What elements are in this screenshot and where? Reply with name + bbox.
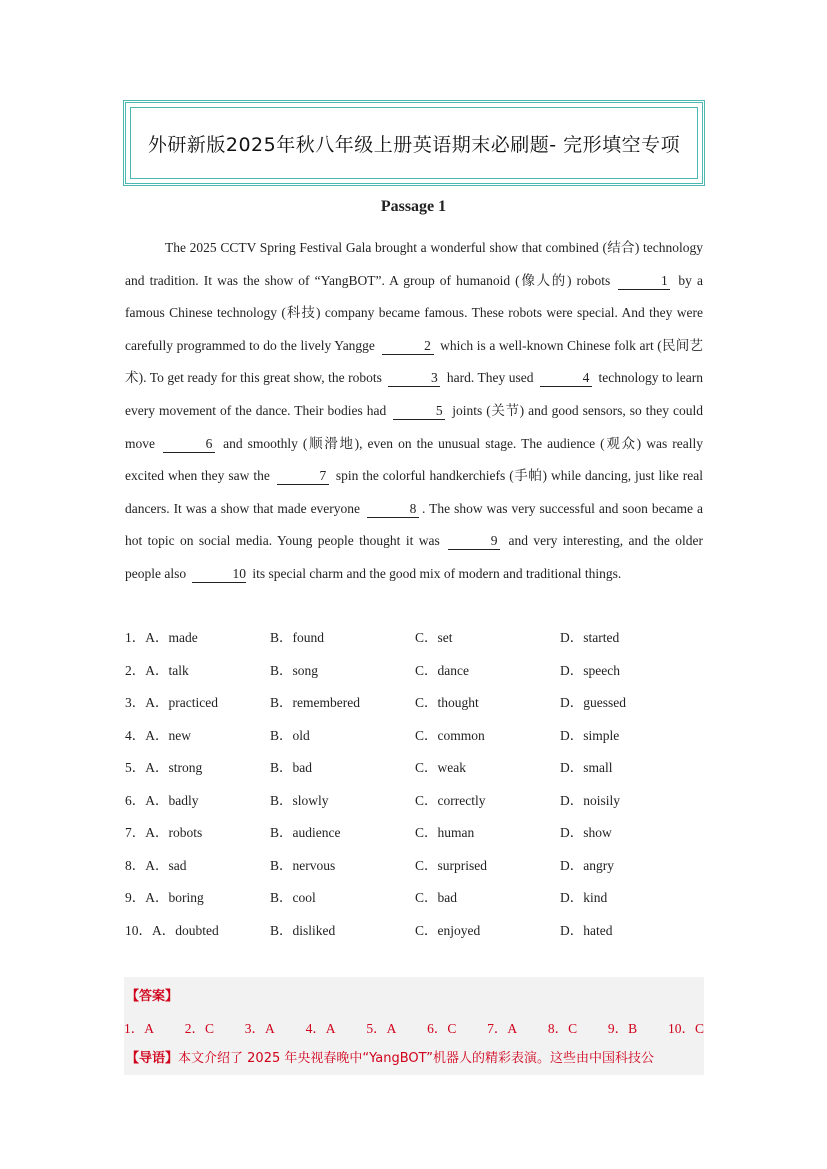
blank-10: 10 xyxy=(192,566,246,583)
option-c: C．bad xyxy=(415,890,457,906)
answer-item: 4．A xyxy=(305,1021,336,1036)
passage-text: and smoothly (顺滑地), even on the unusual stage. The audience (观众) was really excited when they saw the xyxy=(125,435,703,484)
option-d: D．angry xyxy=(560,857,614,873)
guide-text: 本文介绍了 2025 年央视春晚中“YangBOT”机器人的精彩表演。这些由中国科技公 xyxy=(178,1051,655,1066)
passage-body xyxy=(125,232,703,591)
option-c: C．thought xyxy=(415,695,479,711)
passage-text: spin the colorful handkerchiefs (手帕) while dancing, just like real dancers. It was a show that made everyone xyxy=(125,468,703,516)
answer-item: 1．A xyxy=(124,1021,154,1036)
blank-9: 9 xyxy=(448,533,500,550)
blank-1: 1 xyxy=(618,273,670,290)
question-options xyxy=(125,620,705,945)
passage-paragraph xyxy=(125,232,703,591)
option-c: C．weak xyxy=(415,760,466,776)
answer-label: 【答案】 xyxy=(126,989,179,1004)
passage-text: technology to learn every movement of the dance. Their bodies had xyxy=(125,370,704,418)
option-c: C．dance xyxy=(415,662,469,678)
question-row xyxy=(125,685,705,718)
option-b: B．audience xyxy=(270,825,341,841)
option-c: C．set xyxy=(415,630,453,646)
option-c: C．human xyxy=(415,825,475,841)
answer-section xyxy=(124,977,704,1075)
answer-item: 7．A xyxy=(487,1021,518,1036)
passage-text: joints (关节) and good sensors, so they could move xyxy=(125,402,703,451)
option-b: B．disliked xyxy=(270,922,336,938)
answer-list xyxy=(124,1017,704,1037)
blank-2: 2 xyxy=(382,338,434,355)
answer-item: 2．C xyxy=(184,1021,215,1036)
answer-item: 8．C xyxy=(547,1021,578,1036)
option-a: 10．A．doubted xyxy=(125,922,219,938)
option-d: D．speech xyxy=(560,662,620,678)
blank-6: 6 xyxy=(163,436,215,453)
option-a: 6．A．badly xyxy=(125,792,199,808)
question-row xyxy=(125,848,705,881)
blank-3: 3 xyxy=(388,370,440,387)
option-d: D．noisily xyxy=(560,792,621,808)
passage-text: hard. They used xyxy=(443,370,538,386)
question-row xyxy=(125,783,705,816)
passage-text: . The show was very successful and soon became a hot topic on social media. Young people thought it was xyxy=(125,500,703,549)
option-b: B．slowly xyxy=(270,792,329,808)
option-d: D．simple xyxy=(560,727,620,743)
option-b: B．song xyxy=(270,662,319,678)
passage-text: by a famous Chinese technology (科技) company became famous. These robots were special. And they were carefully programmed to do the lively Yangge xyxy=(125,272,703,353)
option-a: 1．A．made xyxy=(125,630,198,646)
option-d: D．hated xyxy=(560,922,613,938)
guide-line xyxy=(126,1047,704,1066)
option-d: D．show xyxy=(560,825,612,841)
question-row xyxy=(125,653,705,686)
option-c: C．enjoyed xyxy=(415,922,481,938)
option-c: C．correctly xyxy=(415,792,486,808)
blank-7: 7 xyxy=(277,468,329,485)
option-b: B．old xyxy=(270,727,310,743)
answer-item: 5．A xyxy=(366,1021,397,1036)
option-a: 2．A．talk xyxy=(125,662,189,678)
passage-text: and very interesting, and the older people also xyxy=(125,533,703,581)
option-d: D．kind xyxy=(560,890,608,906)
option-a: 4．A．new xyxy=(125,727,191,743)
question-row xyxy=(125,620,705,653)
answer-item: 10．C xyxy=(667,1021,704,1036)
option-d: D．guessed xyxy=(560,695,626,711)
passage-title: Passage 1 xyxy=(380,198,447,215)
option-a: 5．A．strong xyxy=(125,760,203,776)
option-b: B．cool xyxy=(270,890,316,906)
document-title: 外研新版2025年秋八年级上册英语期末必刷题- 完形填空专项 xyxy=(147,133,681,156)
question-row xyxy=(125,913,705,946)
option-b: B．bad xyxy=(270,760,312,776)
option-a: 8．A．sad xyxy=(125,857,187,873)
title-inner-frame xyxy=(130,107,698,179)
option-b: B．nervous xyxy=(270,857,336,873)
question-row xyxy=(125,815,705,848)
question-row xyxy=(125,880,705,913)
guide-label: 【导语】 xyxy=(126,1051,179,1066)
passage-text: its special charm and the good mix of modern and traditional things. xyxy=(248,565,622,581)
answer-item: 3．A xyxy=(244,1021,275,1036)
passage-text: The 2025 CCTV Spring Festival Gala brought a wonderful show that combined (结合) technology and tradition. It was the show of “YangBOT”. A group of humanoid (像人的) robots xyxy=(125,240,703,288)
option-d: D．started xyxy=(560,630,620,646)
answer-item: 6．C xyxy=(427,1021,457,1036)
answer-item: 9．B xyxy=(607,1021,638,1036)
option-a: 9．A．boring xyxy=(125,890,204,906)
passage-text: which is a well-known Chinese folk art (民间艺术). To get ready for this great show, the robots xyxy=(125,337,703,386)
option-a: 7．A．robots xyxy=(125,825,203,841)
blank-8: 8 xyxy=(367,501,419,518)
blank-5: 5 xyxy=(393,403,445,420)
blank-4: 4 xyxy=(540,370,592,387)
option-c: C．common xyxy=(415,727,485,743)
title-box xyxy=(123,100,705,186)
option-b: B．remembered xyxy=(270,695,360,711)
option-a: 3．A．practiced xyxy=(125,695,218,711)
option-d: D．small xyxy=(560,760,613,776)
question-row xyxy=(125,718,705,751)
option-b: B．found xyxy=(270,630,324,646)
option-c: C．surprised xyxy=(415,857,487,873)
question-row xyxy=(125,750,705,783)
